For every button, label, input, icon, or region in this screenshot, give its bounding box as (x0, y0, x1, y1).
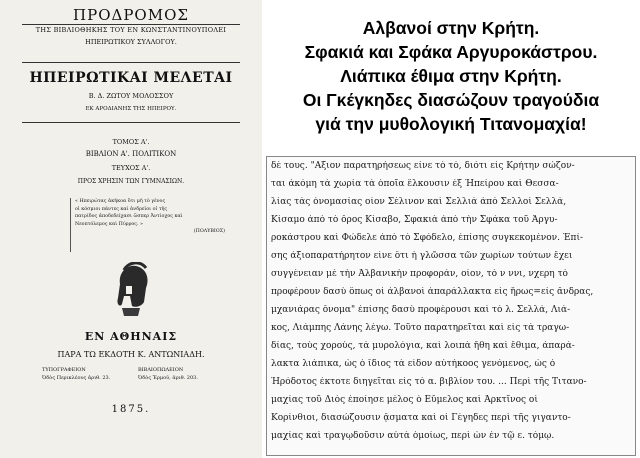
press-address: Ὁδὸς Περικλέους ἀριθ. 23. (42, 375, 111, 381)
excerpt-line: Κίσαμο ἀπὸ τὸ ὄρος Κίσαβο, Σφακιὰ ἀπὸ τὴν Σφάκα τοῦ Ἀργυ- (271, 215, 558, 225)
press-label: ΤΥΠΟΓΡΑΦΕΙΟΝ (42, 367, 86, 373)
excerpt-line: μαχίας τοῦ Διὸς ἐποίησε μέλος ὁ Εὔμελος καὶ Ἀρκτῖνος οἱ (271, 395, 538, 405)
excerpt-line: κος, Λιάμπης Λάνης λέγω. Τοῦτο παρατηρεῖται καὶ εἰς τὰ τραγω- (271, 323, 570, 333)
excerpt-line: συγγένειαν μὲ τὴν Ἀλβανικὴν προφοράν, οἷον, τὸ ν ννι, νχερη τὸ (271, 269, 568, 279)
part-label: ΤΕΥΧΟΣ Α'. (111, 164, 151, 172)
excerpt-line: προφέρουν δασὺ ὅπως οἱ ἀλβανοὶ ἀπαράλλακτα εἰς ἥρως=εἰς ἄνδρας, (271, 287, 594, 297)
printing-house (42, 366, 110, 382)
helmet-emblem-icon (110, 262, 154, 320)
society-line-1: ΤΗΣ ΒΙΒΛΙΟΘΗΚΗΣ ΤΟΥ ΕΝ ΚΩΝΣΤΑΝΤΙΝΟΥΠΟΛΕΙ (35, 26, 227, 34)
headline-line: Σφακιά και Σφάκα Αργυροκάστρου. (304, 42, 598, 62)
series-title: ΠΡΟΔΡΟΜΟΣ (73, 6, 189, 24)
epigraph-line: Νεοπτόλεμος καὶ Πύρρος. » (75, 221, 143, 227)
excerpt-line: δέ τους. "Αξιον παρατηρήσεως είνε τὸ τὸ, διότι εἰς Κρήτην σώζον- (271, 161, 575, 171)
epigraph (70, 198, 225, 252)
society-line-2: ΗΠΕΙΡΩΤΙΚΟΥ ΣΥΛΛΟΓΟΥ. (85, 38, 177, 46)
headline-line: Λιάπικα έθιμα στην Κρήτη. (340, 66, 562, 86)
publication-year: 1875. (111, 404, 151, 415)
press-label: ΒΙΒΛΙΟΠΩΛΕΙΟΝ (138, 367, 184, 373)
bookshop (138, 366, 198, 382)
epigraph-line: οἱ κόσμιοι πάντες καὶ ἀνδρεῖοι οἱ τῆς (75, 206, 168, 212)
excerpt-line: ται ἀκόμη τὰ χωρία τὰ ὁποῖα ἕλκουσιν ἐξ Ἠπείρου καὶ Θεσσα- (271, 179, 559, 189)
headline-line: Αλβανοί στην Κρήτη. (362, 18, 540, 38)
excerpt-line: λακτα λιάπικα, ὡς ὁ ἴδιος τὰ εἶδον αὐτήκοος γενόμενος, ὡς ὁ (271, 359, 556, 369)
book-label: ΒΙΒΛΙΟΝ Α'. ΠΟΛΙΤΙΚΟΝ (85, 150, 177, 158)
epigraph-line: πατρίδος ἀποδεδείχασι ὥσπερ Ἀντίοχος καὶ (75, 214, 183, 219)
excerpt-line: μχανιάρας ὄνομα" ἐπίσης δασὺ προφέρουσι καὶ τὸ λ. Σελλά, Λιά- (271, 305, 571, 315)
book-title-page (0, 0, 262, 458)
volume-label: ΤΟΜΟΣ Α'. (112, 138, 150, 146)
publication-city: ΕΝ ΑΘΗΝΑΙΣ (84, 330, 178, 343)
publisher: ΠΑΡΑ ΤΩ ΕΚΔΟΤΗ Κ. ΑΝΤΩΝΙΑΔΗ. (57, 350, 205, 359)
excerpt-line: μαχίας καὶ τραγῳδοῦσιν αὐτὰ ὁμοίως, περὶ ὧν ἐν τῷ ε. τόμῳ. (271, 431, 555, 441)
press-address: Ὁδὸς Ἑρμοῦ, ἀριθ. 203. (138, 375, 198, 381)
scanned-excerpt (266, 156, 636, 456)
excerpt-line: σης ἀξιοπαρατήρητον εἶνε ὅτι ἡ γλῶσσα τῶν χωρίων τούτων ἔχει (271, 251, 573, 261)
excerpt-line: Κορίνθιοι, διασώζουσιν ᾄσματα καὶ οἱ Γέγηδες περὶ τῆς γιγαντο- (271, 413, 571, 423)
headline-line: Οι Γκέγκηδες διασώζουν τραγούδια (302, 90, 600, 110)
book-main-title: ΗΠΕΙΡΩΤΙΚΑΙ ΜΕΛΕΤΑΙ (29, 70, 233, 86)
author-origin: ΕΚ ΑΡΟΔΙΑΝΗΣ ΤΗΣ ΗΠΕΙΡΟΥ. (85, 106, 177, 112)
excerpt-line: λίας τὰς ὀνομασίας οἷον Σέλινον καὶ Σελλιὰ ἀπὸ Σελλοὶ Σελλά, (271, 197, 567, 207)
divider (22, 62, 240, 63)
author-name: Β. Δ. ΖΩΤΟΥ ΜΟΛΟΣΣΟΥ (88, 92, 174, 100)
epigraph-line: « Ηπειρώτας ἀκήκοα ὅτι μὴ τὸ γένος (75, 199, 166, 204)
divider (22, 24, 240, 25)
excerpt-line: δίας, τοὺς χορούς, τὰ μυρολόγια, καὶ λοιπὰ ἤθη καὶ ἔθιμα, ἀπαρά- (271, 341, 575, 351)
usage-note: ΠΡΟΣ ΧΡΗΣΙΝ ΤΩΝ ΓΥΜΝΑΣΙΩΝ. (77, 178, 185, 185)
headline-line: γιά την μυθολογική Τιτανομαχία! (315, 114, 587, 134)
divider (22, 122, 240, 123)
excerpt-line: ροκάστρου καὶ Φώδελε ἀπὸ τὸ Σφόδελο, ἐπίσης συγκεκομένον. Ἐπί- (271, 233, 584, 243)
epigraph-source: (ΠΟΛΥΒΙΟΣ) (193, 229, 225, 234)
excerpt-line: Ἡρόδοτος ἐκτοτε διηγεῖται εἰς τὸ α. βιβλίον του. ... Περὶ τῆς Τιτανο- (271, 377, 587, 387)
article-headline (262, 0, 640, 152)
